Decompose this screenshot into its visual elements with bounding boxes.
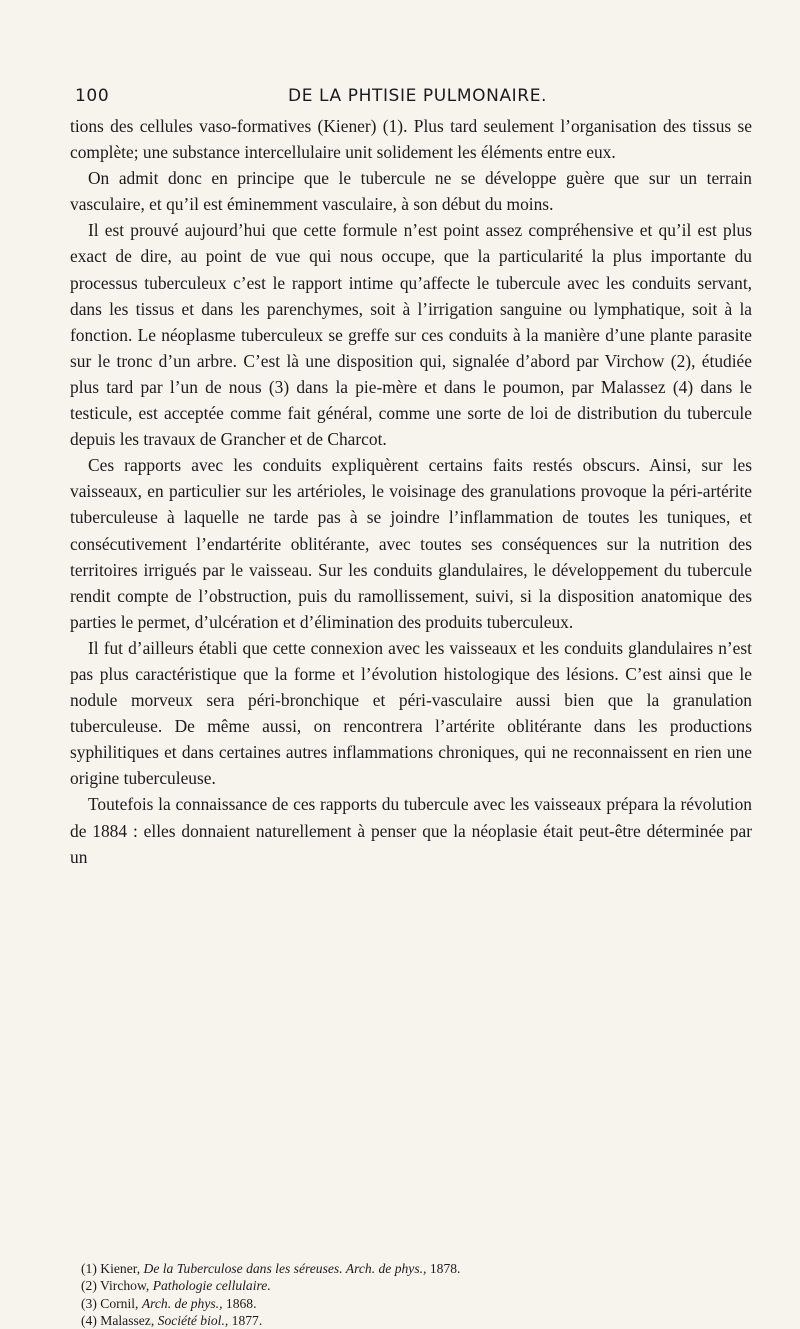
footnote-number: (1) xyxy=(81,1261,97,1276)
footnote-4 xyxy=(81,1312,741,1329)
page-number: 100 xyxy=(75,86,110,106)
footnote-author: Cornil, xyxy=(100,1295,139,1311)
paragraph-4: Ces rapports avec les conduits expliquèrent certains faits restés obscurs. Ainsi, sur les vaisseaux, en particulier sur les artérioles, le voisinage des granulations provoque la péri-artérite tuberculeuse à laquelle ne tarde pas à se joindre l’inflammation de toutes les tuniques, et consécutivement l’endartérite oblitérante, avec toutes ses conséquences sur la nutrition des territoires irrigués par le vaisseau. Sur les conduits glandulaires, le développement du tubercule rendit compte de l’obstruction, puis du ramollissement, suivi, si la disposition anatomique des parties le permet, d’ulcération et d’élimination des produits tuberculeux. xyxy=(70,455,752,632)
footnote-title: Société biol., xyxy=(157,1312,229,1328)
footnote-title: De la Tuberculose dans les séreuses. Arch. de phys., xyxy=(143,1261,427,1276)
paragraph-2: On admit donc en principe que le tubercule ne se développe guère que sur un terrain vasculaire, et qu’il est éminemment vasculaire, à son début du moins. xyxy=(70,168,752,215)
footnote-year: 1877. xyxy=(231,1312,263,1328)
footnote-2 xyxy=(81,1277,741,1294)
footnote-1 xyxy=(81,1260,741,1277)
running-title: DE LA PHTISIE PULMONAIRE. xyxy=(288,86,548,106)
footnote-year: 1868. xyxy=(225,1295,257,1311)
body-text xyxy=(70,113,752,870)
footnote-title: Pathologie cellulaire. xyxy=(152,1278,271,1294)
footnote-number: (4) xyxy=(81,1312,97,1328)
book-page xyxy=(70,86,752,1328)
footnote-author: Kiener, xyxy=(100,1261,141,1276)
page-header xyxy=(70,86,752,114)
footnote-author: Malassez, xyxy=(100,1312,155,1328)
footnote-author: Virchow, xyxy=(100,1278,150,1294)
paragraph-3: Il est prouvé aujourd’hui que cette formule n’est point assez compréhensive et qu’il est plus exact de dire, au point de vue qui nous occupe, que la particularité la plus importante du processus tuberculeux c’est le rapport intime qu’affecte le tubercule avec les conduits servant, dans les tissus et dans les parenchymes, soit à l’irrigation sanguine ou lymphatique, soit à la fonction. Le néoplasme tuberculeux se greffe sur ces conduits à la manière d’une plante parasite sur le tronc d’un arbre. C’est là une disposition qui, signalée d’abord par Virchow (2), étudiée plus tard par l’un de nous (3) dans la pie-mère et dans le poumon, par Malassez (4) dans le testicule, est acceptée comme fait général, comme une sorte de loi de distribution du tubercule depuis les travaux de Grancher et de Charcot. xyxy=(70,220,752,450)
paragraph-5: Il fut d’ailleurs établi que cette connexion avec les vaisseaux et les conduits glandulaires n’est pas plus caractéristique que la forme et l’évolution histologique des lésions. C’est ainsi que le nodule morveux sera péri-bronchique et péri-vasculaire aussi bien que la granulation tuberculeuse. De même aussi, on rencontrera l’artérite oblitérante dans les productions syphilitiques et dans certaines autres inflammations chroniques, qui ne reconnaissent en rien une origine tuberculeuse. xyxy=(70,637,752,789)
footnotes xyxy=(81,1260,741,1329)
footnote-year: 1878. xyxy=(429,1261,461,1276)
footnote-number: (2) xyxy=(81,1278,97,1294)
footnote-3 xyxy=(81,1295,741,1312)
paragraph-1: tions des cellules vaso-formatives (Kiener) (1). Plus tard seulement l’organisation des tissus se complète; une substance intercellulaire unit solidement les éléments entre eux. xyxy=(70,116,752,163)
footnote-number: (3) xyxy=(81,1295,97,1311)
footnote-title: Arch. de phys., xyxy=(141,1295,223,1311)
paragraph-6: Toutefois la connaissance de ces rapports du tubercule avec les vaisseaux prépara la révolution de 1884 : elles donnaient naturellement à penser que la néoplasie était peut-être déterminée par un xyxy=(70,794,752,867)
